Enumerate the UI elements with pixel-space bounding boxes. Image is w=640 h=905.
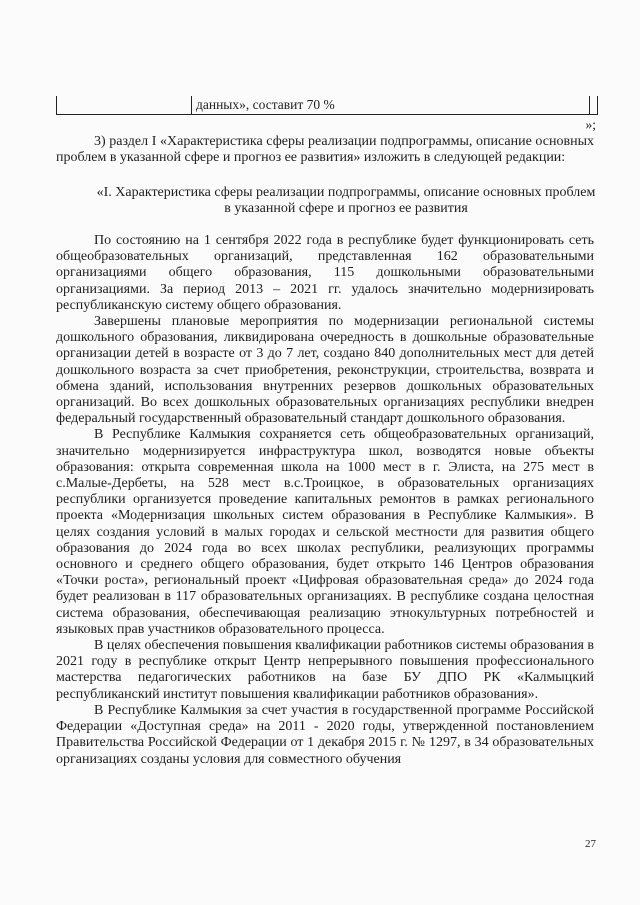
body-text [56, 233, 594, 768]
table-cell-empty [57, 96, 192, 114]
paragraph-2: Завершены плановые мероприятия по модернизации региональной системы дошкольного образования, ликвидирована очередность в дошкольные образовательные организации детей в возрасте от 3 до 7 лет, создано 840 дополнительных мест для детей дошкольного возраста за счет приобретения, реконструкции, строительства, возврата и обмена зданий, использования внутренних резервов дошкольных образовательных организаций. Во всех дошкольных образовательных организациях республики внедрен федеральный государственный образовательный стандарт дошкольного образования. [56, 314, 594, 427]
closing-quote: »; [585, 117, 596, 132]
paragraph-4: В целях обеспечения повышения квалификации работников системы образования в 2021 году в республике открыт Центр непрерывного повышения профессионального мастерства педагогических работников на базе БУ ДПО РК «Калмыцкий республиканский институт повышения квалификации работников образования». [56, 638, 594, 702]
section-heading: «I. Характеристика сферы реализации подпрограммы, описание основных проблем в указанной сфере и прогноз ее развития [96, 185, 596, 217]
table-cell-text: данных», составит 70 % [196, 97, 335, 112]
item-3-text: 3) раздел I «Характеристика сферы реализации подпрограммы, описание основных проблем в указанной сфере и прогноз ее развития» изложить в следующей редакции: [56, 134, 594, 166]
page-number: 27 [585, 838, 596, 850]
paragraph-1: По состоянию на 1 сентября 2022 года в республике будет функционировать сеть общеобразовательных организаций, представленная 162 образовательными организациями общего образования, 115 дошкольными образовательными организациями. За период 2013 – 2021 гг. удалось значительно модернизировать республиканскую систему общего образования. [56, 233, 594, 313]
table-cell-border [589, 96, 591, 114]
paragraph-3: В Республике Калмыкия сохраняется сеть общеобразовательных организаций, значительно модернизируется инфраструктура школ, возводятся новые объекты образования: открыта современная школа на 1000 мест в г. Элиста, на 275 мест в с.Малые-Дербеты, на 528 мест в.с.Троицкое, в образовательных организациях республики организуется проведение капитальных ремонтов в рамках регионального проекта «Модернизация школьных систем образования в Республике Калмыкия». В целях создания условий в малых городах и сельской местности для развития общего образования до 2024 года во всех школах республики, реализующих программы основного и среднего общего образования, будет открыто 146 Центров образования «Точки роста», региональный проект «Цифровая образовательная среда» до 2024 года будет реализован в 117 образовательных организациях. В республике создана целостная система образования, обеспечивающая реализацию этнокультурных потребностей и языковых прав участников образовательного процесса. [56, 427, 594, 637]
paragraph-5: В Республике Калмыкия за счет участия в государственной программе Российской Федерации «Доступная среда» на 2011 - 2020 годы, утвержденной постановлением Правительства Российской Федерации от 1 декабря 2015 г. № 1297, в 34 образовательных организациях созданы условия для совместного обучения [56, 702, 594, 767]
item-3-paragraph [56, 134, 594, 166]
table-fragment [56, 96, 598, 115]
